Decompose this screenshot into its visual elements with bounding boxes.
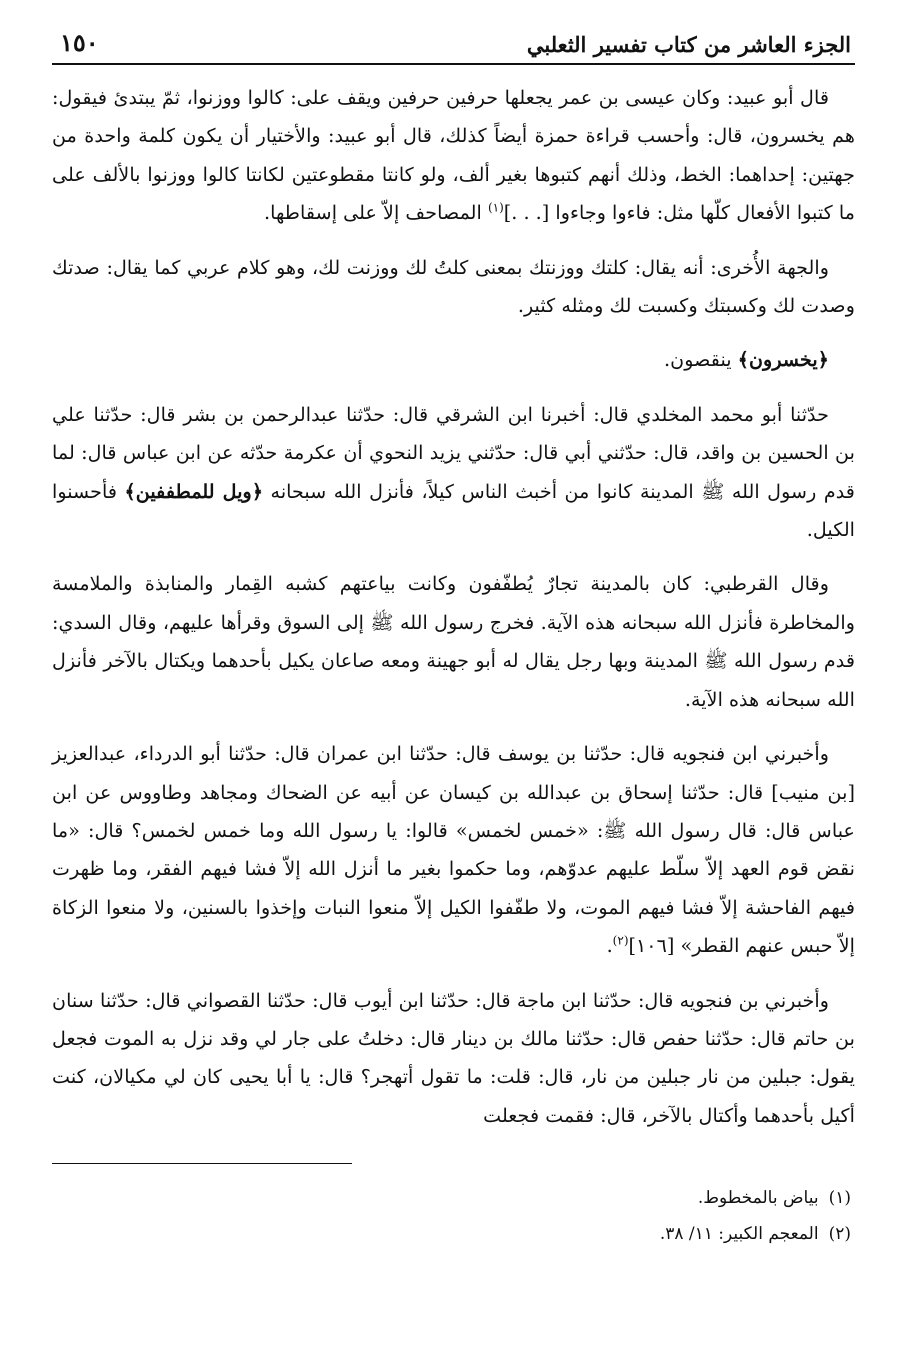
paragraph-6 [52,735,855,965]
paragraph-5 [52,565,855,719]
paragraph-tail: . [606,934,613,958]
footnote-separator [52,1163,352,1164]
paragraph-2 [52,249,855,326]
paragraph-text: وقال القرطبي: كان بالمدينة تجارٌ يُطفّفون وكانت بياعتهم كشبه القِمار والمنابذة والملامسة والمخاطرة فأنزل الله سبحانه هذه الآية. فخرج رسول الله ﷺ إلى السوق وقرأها عليهم، وقال السدي: قدم رسول الله ﷺ المدينة وبها رجل يقال له أبو جهينة ومعه صاعان يكيل بأحدهما ويكتال بالآخر فأنزل الله سبحانه هذه الآية. [52,572,855,711]
paragraph-text: والجهة الأُخرى: أنه يقال: كلتك ووزنتك بمعنى كلتُ لك ووزنت لك، وهو كلام عربي كما يقال: صدتك وصدت لك وكسبتك وكسبت لك ومثله كثير. [52,255,855,318]
footnotes [52,1180,855,1252]
paragraph-tail: المصاحف إلاّ على إسقاطها. [264,201,488,225]
quran-word: ﴿يخسرون﴾ [737,348,829,372]
paragraph-4 [52,396,855,550]
paragraph-text: حدّثنا أبو محمد المخلدي قال: أخبرنا ابن الشرقي قال: حدّثنا عبدالرحمن بن بشر قال: حدّثنا علي بن الحسين بن واقد، قال: حدّثني أبي قال: حدّثني يزيد النحوي أن عكرمة حدّثه عن ابن عباس قال: لما قدم رسول الله ﷺ المدينة كانوا من أخبث الناس كيلاً، فأنزل الله سبحانه [52,402,855,503]
footnote-text: المعجم الكبير: ١١/ ٣٨. [659,1224,819,1245]
paragraph-text: وأخبرني ابن فنجويه قال: حدّثنا بن يوسف قال: حدّثنا ابن عمران قال: حدّثنا أبو الدرداء، عبدالعزيز [بن منيب] قال: حدّثنا إسحاق بن عبدالله بن كيسان عن أبيه عن الضحاك ومجاهد وطاووس عن ابن عباس قال: قال رسول الله ﷺ: «خمس لخمس» قالوا: يا رسول الله وما خمس لخمس؟ قال: «ما نقض قوم العهد إلاّ سلّط عليهم عدوّهم، وما حكموا بغير ما أنزل الله إلاّ فشا فيهم الفقر، وما ظهرت فيهم الفاحشة إلاّ فشا فيهم الموت، ولا طفّفوا الكيل إلاّ منعوا النبات وإخذوا بالسنين، ولا منعوا الزكاة إلاّ حبس عنهم القطر» [١٠٦] [52,742,855,958]
footnote-ref-2: (٢) [612,933,629,948]
page-body [52,79,855,1135]
footnote-number: (١) [828,1188,851,1209]
footnote-1 [52,1180,855,1216]
running-title: الجزء العاشر من كتاب تفسير الثعلبي [526,32,851,57]
page-header [52,28,855,65]
footnote-ref-1: (١) [487,200,504,215]
paragraph-3 [52,341,855,379]
footnote-number: (٢) [828,1224,851,1245]
footnote-separator-wrap [52,1151,855,1174]
paragraph-1 [52,79,855,233]
paragraph-text: وأخبرني بن فنجويه قال: حدّثنا ابن ماجة قال: حدّثنا ابن أيوب قال: حدّثنا القصواني قال: حدّثنا سنان بن حاتم قال: حدّثنا حفص قال: حدّثنا مالك بن دينار قال: دخلتُ على جار لي وقد نزل به الموت فجعل يقول: جبلين من نار جبلين من نار، قال: قلت: ما تقول أتهجر؟ قال: يا أبا يحيى كان لي مكيالان، كنت أكيل بأحدهما وأكتال بالآخر، قال: فقمت فجعلت [52,988,855,1127]
paragraph-tail: فأحسنوا الكيل. [52,479,855,542]
page-number: ١٥٠ [60,28,99,57]
footnote-text: بياض بالمخطوط. [697,1188,819,1209]
footnote-2 [52,1216,855,1252]
paragraph-text: ينقصون. [664,348,738,372]
paragraph-text: قال أبو عبيد: وكان عيسى بن عمر يجعلها حرفين حرفين ويقف على: كالوا ووزنوا، ثمّ يبتدئ فيقول: هم يخسرون، قال: وأحسب قراءة حمزة أيضاً كذلك، قال أبو عبيد: والأختيار أن يكون كلمة واحدة من جهتين: إحداهما: الخط، وذلك أنهم كتبوها بغير ألف، ولو كانتا مقطوعتين لكانتا كالوا ووزنوا بالألف على ما كتبوا الأفعال كلّها مثل: فاءوا وجاءوا [. . .] [52,86,856,225]
quran-verse: ﴿ويل للمطففين﴾ [124,479,264,503]
paragraph-7 [52,982,855,1136]
